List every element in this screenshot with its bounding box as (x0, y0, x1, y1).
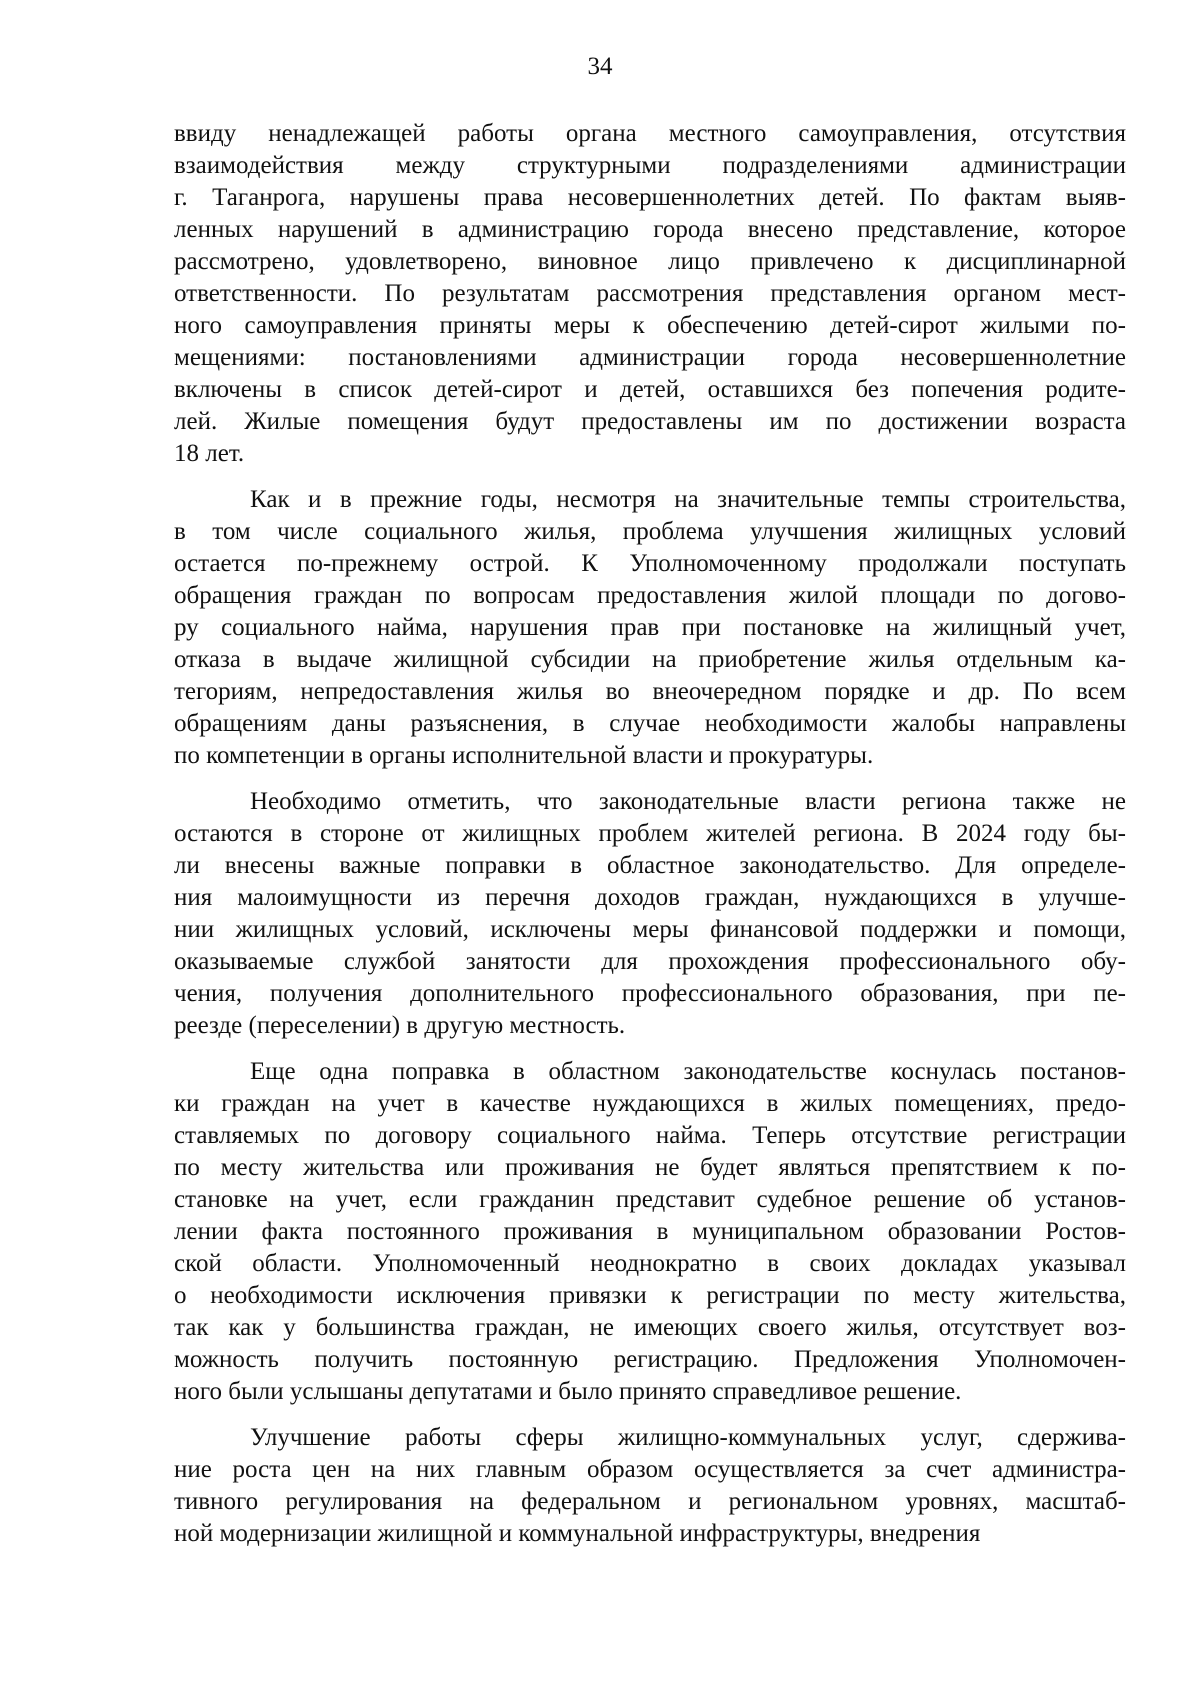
text-line: становке на учет, если гражданин представит судебное решение об установ- (174, 1186, 1126, 1213)
text-line: рассмотрено, удовлетворено, виновное лицо привлечено к дисциплинарной (174, 248, 1126, 275)
text-line: в том числе социального жилья, проблема улучшения жилищных условий (174, 518, 1126, 545)
text-line: о необходимости исключения привязки к регистрации по месту жительства, (174, 1282, 1126, 1309)
text-line: г. Таганрога, нарушены права несовершеннолетних детей. По фактам выяв- (174, 184, 1126, 211)
text-line: обращениям даны разъяснения, в случае необходимости жалобы направлены (174, 710, 1126, 737)
text-line: ния малоимущности из перечня доходов граждан, нуждающихся в улучше- (174, 884, 1126, 911)
paragraph (174, 786, 1126, 1042)
paragraph (174, 1422, 1126, 1550)
text-line: ного самоуправления приняты меры к обеспечению детей-сирот жилыми по- (174, 312, 1126, 339)
text-line: чения, получения дополнительного профессионального образования, при пе- (174, 980, 1126, 1007)
text-line: взаимодействия между структурными подразделениями администрации (174, 152, 1126, 179)
page-number: 34 (587, 53, 613, 80)
text-line: по месту жительства или проживания не будет являться препятствием к по- (174, 1154, 1126, 1181)
text-line: ленных нарушений в администрацию города внесено представление, которое (174, 216, 1126, 243)
text-line: мещениями: постановлениями администрации города несовершеннолетние (174, 344, 1126, 371)
text-line: нии жилищных условий, исключены меры финансовой поддержки и помощи, (174, 916, 1126, 943)
paragraph (174, 1056, 1126, 1408)
text-line: так как у большинства граждан, не имеющих своего жилья, отсутствует воз- (174, 1314, 1126, 1341)
text-line: тегориям, непредоставления жилья во внеочередном порядке и др. По всем (174, 678, 1126, 705)
text-line: лении факта постоянного проживания в муниципальном образовании Ростов- (174, 1218, 1126, 1245)
text-line: тивного регулирования на федеральном и региональном уровнях, масштаб- (174, 1488, 1126, 1515)
text-line: остается по-прежнему острой. К Уполномоченному продолжали поступать (174, 550, 1126, 577)
text-line: ного были услышаны депутатами и было принято справедливое решение. (174, 1378, 962, 1405)
text-line: ру социального найма, нарушения прав при постановке на жилищный учет, (174, 614, 1126, 641)
text-line: ки граждан на учет в качестве нуждающихся в жилых помещениях, предо- (174, 1090, 1126, 1117)
text-line: оказываемые службой занятости для прохождения профессионального обу- (174, 948, 1126, 975)
text-line: отказа в выдаче жилищной субсидии на приобретение жилья отдельным ка- (174, 646, 1126, 673)
text-line: по компетенции в органы исполнительной власти и прокуратуры. (174, 742, 874, 769)
body-text (174, 118, 1126, 1564)
text-line: ответственности. По результатам рассмотрения представления органом мест- (174, 280, 1126, 307)
paragraph (174, 484, 1126, 772)
text-line: Еще одна поправка в областном законодательстве коснулась постанов- (250, 1058, 1126, 1085)
text-line: обращения граждан по вопросам предоставления жилой площади по догово- (174, 582, 1126, 609)
text-line: остаются в стороне от жилищных проблем жителей региона. В 2024 году бы- (174, 820, 1126, 847)
text-line: Необходимо отметить, что законодательные власти региона также не (250, 788, 1126, 815)
text-line: Как и в прежние годы, несмотря на значительные темпы строительства, (250, 486, 1126, 513)
text-line: 18 лет. (174, 440, 245, 467)
text-line: ввиду ненадлежащей работы органа местного самоуправления, отсутствия (174, 120, 1126, 147)
paragraph (174, 118, 1126, 470)
text-line: можность получить постоянную регистрацию. Предложения Уполномочен- (174, 1346, 1126, 1373)
text-line: реезде (переселении) в другую местность. (174, 1012, 626, 1039)
text-line: Улучшение работы сферы жилищно-коммунальных услуг, сдержива- (250, 1424, 1126, 1451)
text-line: включены в список детей-сирот и детей, оставшихся без попечения родите- (174, 376, 1126, 403)
text-line: ли внесены важные поправки в областное законодательство. Для определе- (174, 852, 1126, 879)
text-line: лей. Жилые помещения будут предоставлены им по достижении возраста (174, 408, 1126, 435)
text-line: ние роста цен на них главным образом осуществляется за счет администра- (174, 1456, 1126, 1483)
text-line: ной модернизации жилищной и коммунальной инфраструктуры, внедрения (174, 1520, 981, 1547)
text-line: ской области. Уполномоченный неоднократно в своих докладах указывал (174, 1250, 1126, 1277)
text-line: ставляемых по договору социального найма. Теперь отсутствие регистрации (174, 1122, 1126, 1149)
